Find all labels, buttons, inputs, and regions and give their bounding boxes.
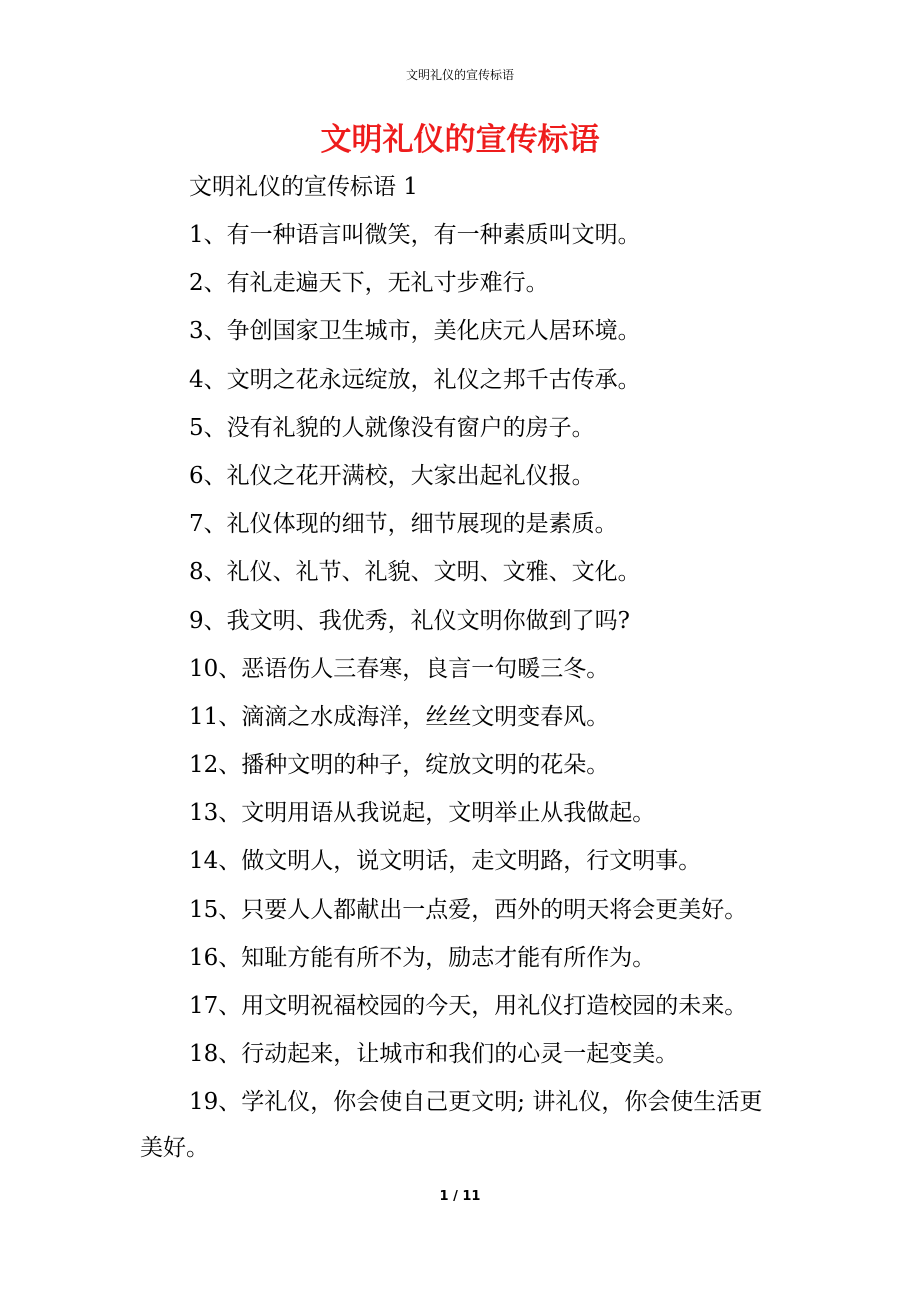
slogan-item: 15、只要人人都献出一点爱，西外的明天将会更美好。: [189, 896, 748, 923]
slogan-item: 4、文明之花永远绽放，礼仪之邦千古传承。: [189, 366, 641, 393]
slogan-item: 12、播种文明的种子，绽放文明的花朵。: [189, 752, 610, 779]
slogan-item: 11、滴滴之水成海洋，丝丝文明变春风。: [189, 703, 610, 730]
slogan-item: 19、学礼仪，你会使自己更文明; 讲礼仪，你会使生活更美好。: [140, 1089, 763, 1162]
slogan-item: 7、礼仪体现的细节，细节展现的是素质。: [189, 511, 618, 538]
slogan-item: 6、礼仪之花开满校，大家出起礼仪报。: [189, 462, 595, 489]
slogan-item: 18、行动起来，让城市和我们的心灵一起变美。: [189, 1041, 679, 1068]
slogan-item: 8、礼仪、礼节、礼貌、文明、文雅、文化。: [189, 559, 641, 586]
running-header: 文明礼仪的宣传标语: [405, 68, 514, 82]
slogan-list: [0, 219, 920, 1171]
slogan-item: 3、争创国家卫生城市，美化庆元人居环境。: [189, 318, 641, 345]
slogan-item: 2、有礼走遍天下，无礼寸步难行。: [189, 270, 549, 297]
slogan-item: 1、有一种语言叫微笑，有一种素质叫文明。: [189, 222, 641, 248]
slogan-item: 16、知耻方能有所不为，励志才能有所作为。: [189, 944, 656, 971]
slogan-item: 17、用文明祝福校园的今天，用礼仪打造校园的未来。: [189, 993, 748, 1019]
page-number: 1 / 11: [439, 1189, 481, 1204]
slogan-item: 14、做文明人，说文明话，走文明路，行文明事。: [189, 848, 702, 875]
slogan-item: 5、没有礼貌的人就像没有窗户的房子。: [189, 414, 595, 441]
slogan-item: 10、恶语伤人三春寒，良言一句暖三冬。: [189, 655, 610, 682]
slogan-item: 13、文明用语从我说起，文明举止从我做起。: [189, 800, 656, 827]
document-title: 文明礼仪的宣传标语: [320, 122, 600, 158]
slogan-item: 9、我文明、我优秀，礼仪文明你做到了吗?: [189, 607, 630, 634]
section-subtitle: 文明礼仪的宣传标语 1: [189, 174, 418, 200]
